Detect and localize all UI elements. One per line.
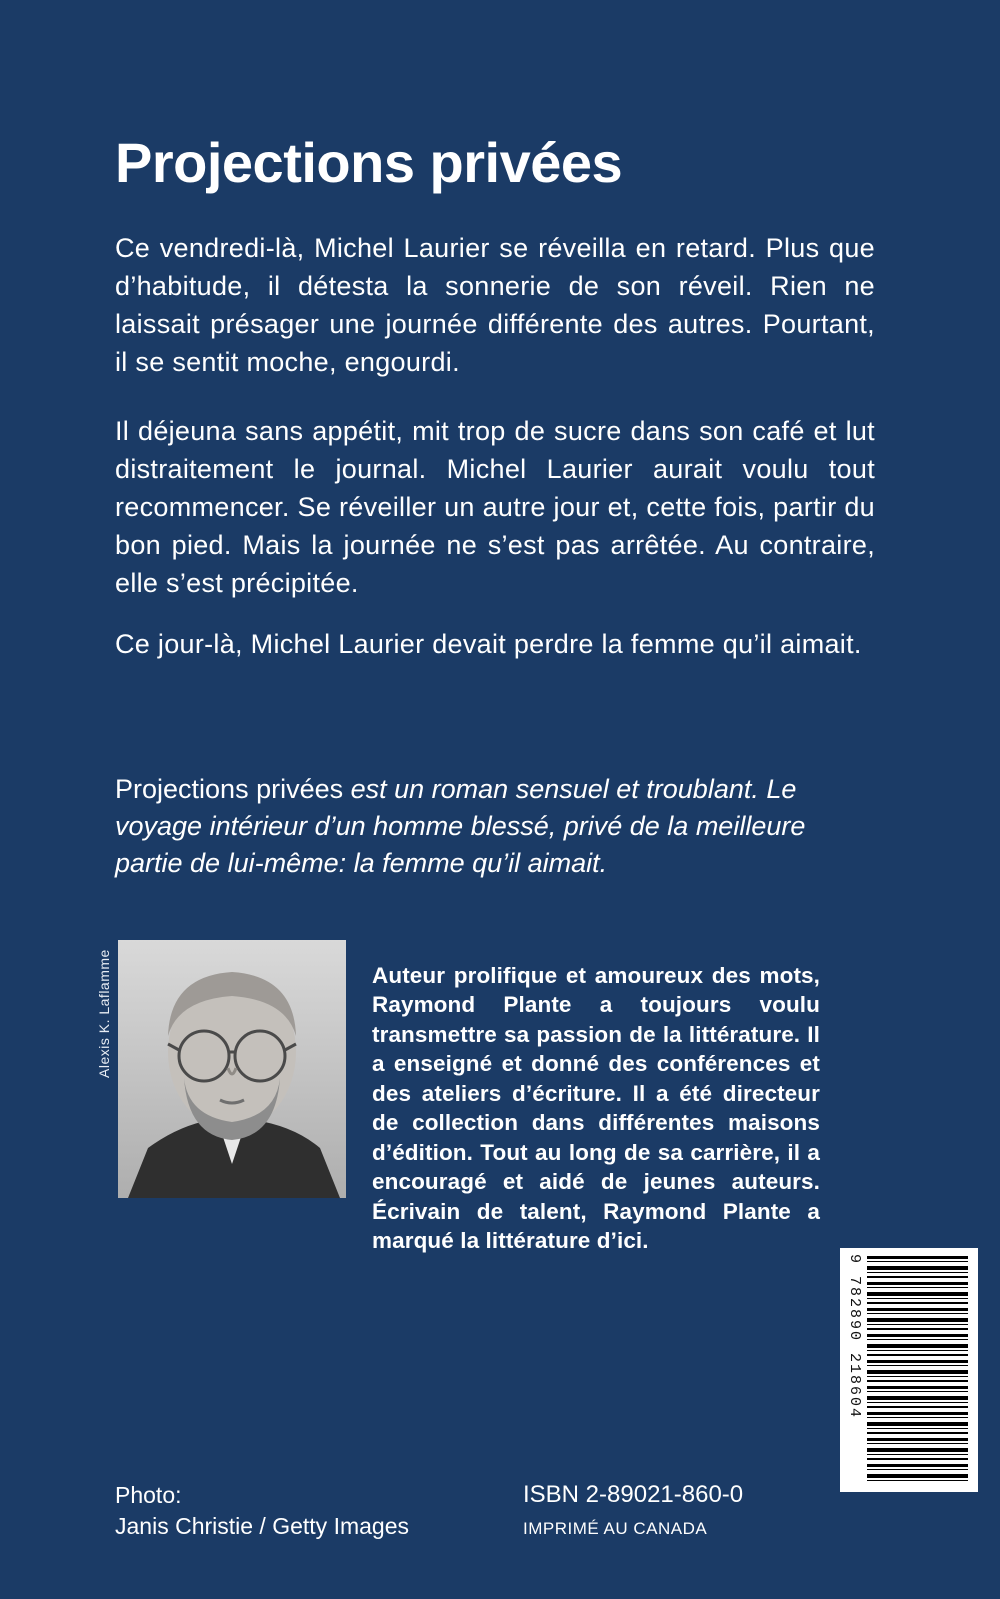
blurb-italic-text: est un roman sensuel et troublant. Le voyage intérieur d’un homme blessé, privé de la meilleure partie de lui-même: la femme qu’il aimait. [115,774,806,878]
isbn-barcode [840,1248,978,1492]
isbn-text: ISBN 2-89021-860-0 [523,1481,744,1508]
printed-in-text: IMPRIMÉ AU CANADA [523,1519,708,1538]
book-title: Projections privées [115,130,623,194]
author-bio: Auteur prolifique et amoureux des mots, Raymond Plante a toujours voulu transmettre sa passion de la littérature. Il a enseigné et donné des conférences et des ateliers d’écriture. Il a été directeur de collection dans différentes maisons d’édition. Tout au long de sa carrière, il a encouragé et aidé de jeunes auteurs. Écrivain de talent, Raymond Plante a marqué la littérature d’ici. [372,962,820,1253]
photo-credit-vertical: Alexis K. Laflamme [96,949,112,1078]
blurb-title-lead: Projections privées [115,774,344,804]
isbn-block [523,1480,743,1544]
photo-by: Janis Christie / Getty Images [115,1513,409,1539]
author-photo [118,940,346,1198]
synopsis-paragraph-2: Il déjeuna sans appétit, mit trop de sucre dans son café et lut distraitement le journal. Michel Laurier aurait voulu tout recommencer. Se réveiller un autre jour et, cette fois, partir du bon pied. Mais la journée ne s’est pas arrêtée. Au contraire, elle s’est précipitée. [115,416,875,598]
synopsis-paragraph-1: Ce vendredi-là, Michel Laurier se réveilla en retard. Plus que d’habitude, il détesta la sonnerie de son réveil. Rien ne laissait présager une journée différente des autres. Pourtant, il se sentit moche, engourdi. [115,233,875,377]
synopsis-paragraph-3: Ce jour-là, Michel Laurier devait perdre la femme qu’il aimait. [115,629,862,659]
photo-label: Photo: [115,1482,182,1508]
cover-photo-credit [115,1480,409,1542]
author-portrait-placeholder [118,940,346,1198]
barcode-bars [867,1256,968,1484]
barcode-number: 9 782890 218604 [846,1254,863,1420]
publisher-blurb [115,771,875,882]
